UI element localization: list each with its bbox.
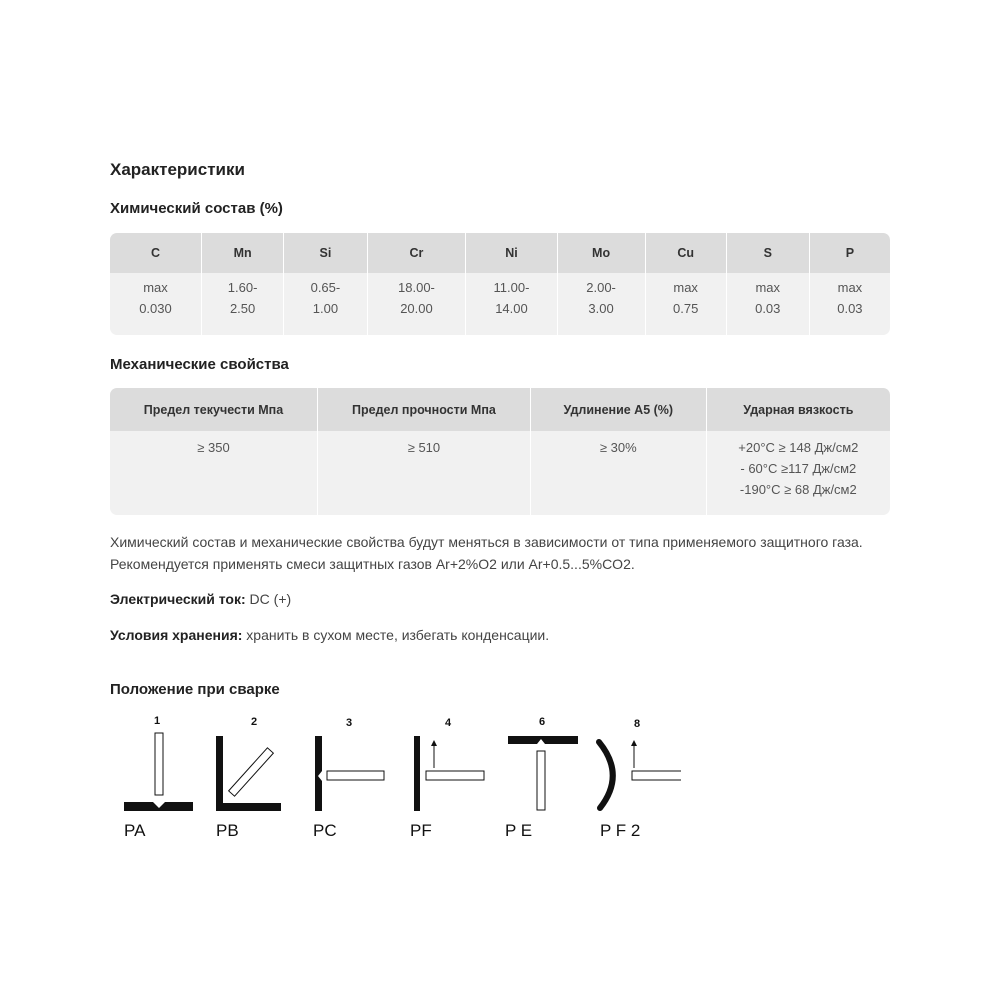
chem-value-line: 0.030 bbox=[139, 301, 172, 316]
chem-value-line: 0.65- bbox=[310, 280, 341, 295]
mech-header-cell: Предел текучести Мпа bbox=[110, 388, 318, 431]
page-title: Характеристики bbox=[110, 160, 245, 179]
position-label: PB bbox=[216, 821, 239, 840]
position-number: 3 bbox=[346, 717, 353, 729]
current-value: DC (+) bbox=[245, 591, 292, 607]
chem-header-p: P bbox=[810, 233, 890, 273]
plate-horizontal bbox=[632, 771, 681, 780]
chem-value-line: 20.00 bbox=[400, 301, 433, 316]
position-label: PC bbox=[313, 821, 337, 840]
position-number: 8 bbox=[634, 718, 641, 730]
chem-value-line: 2.00- bbox=[586, 280, 616, 295]
plate-curved bbox=[599, 742, 613, 808]
position-label: PA bbox=[124, 821, 146, 840]
position-number: 1 bbox=[154, 715, 161, 727]
position-pa bbox=[124, 715, 193, 840]
chem-value-line: 0.75 bbox=[673, 301, 699, 316]
chem-header-mn: Mn bbox=[202, 233, 284, 273]
chem-value-line: 18.00- bbox=[398, 280, 435, 295]
chem-value-line: max bbox=[837, 280, 863, 295]
arrow-head-icon bbox=[631, 740, 637, 746]
plate-top bbox=[508, 736, 578, 744]
chem-value-line: 1.60- bbox=[227, 280, 258, 295]
chem-value-line: 3.00 bbox=[588, 301, 614, 316]
chem-heading: Химический состав (%) bbox=[110, 200, 283, 217]
plate-horizontal bbox=[426, 771, 484, 780]
chem-header-ni: Ni bbox=[466, 233, 557, 273]
chem-value-line: max bbox=[143, 280, 168, 295]
chem-value-line: 14.00 bbox=[495, 301, 528, 316]
note-text: Химический состав и механические свойства будут меняться в зависимости от типа применяемого защитного газа. Рекомендуется применять смеси защитных газов Ar+2%O2 или Ar+0.5...5%CO2. bbox=[110, 534, 863, 572]
chem-header-mo: Mo bbox=[558, 233, 646, 273]
chem-header-c: C bbox=[110, 233, 202, 273]
arrow-head-icon bbox=[431, 740, 437, 746]
chem-header-si: Si bbox=[284, 233, 367, 273]
position-pc bbox=[313, 717, 384, 840]
position-number: 6 bbox=[539, 716, 546, 728]
position-label: P F 2 bbox=[600, 821, 641, 840]
plate-vertical bbox=[537, 751, 545, 810]
mech-value-line: ≥ 510 bbox=[407, 440, 441, 455]
plate-horizontal bbox=[327, 771, 384, 780]
chem-value-line: 11.00- bbox=[493, 280, 530, 295]
position-number: 4 bbox=[445, 717, 452, 729]
chem-value-line: 0.03 bbox=[755, 301, 781, 316]
chem-header-cr: Cr bbox=[368, 233, 467, 273]
mech-header-cell: Ударная вязкость bbox=[707, 388, 890, 431]
mech-value-line: ≥ 30% bbox=[599, 440, 637, 455]
current-label: Электрический ток: bbox=[110, 591, 246, 607]
plate-diagonal bbox=[229, 748, 274, 796]
mech-value-line: - 60°C ≥117 Дж/см2 bbox=[740, 461, 857, 476]
storage-label: Условия хранения: bbox=[110, 627, 243, 643]
chem-header-cu: Cu bbox=[646, 233, 727, 273]
position-pe bbox=[505, 716, 578, 840]
position-pf bbox=[410, 717, 484, 840]
chem-value-line: max bbox=[673, 280, 698, 295]
positions-heading: Положение при сварке bbox=[110, 681, 280, 698]
plate-vertical bbox=[315, 736, 322, 811]
mech-value-line: ≥ 350 bbox=[197, 440, 230, 455]
position-label: P E bbox=[505, 821, 533, 840]
chem-value-line: 0.03 bbox=[837, 301, 863, 316]
chem-value-line: max bbox=[755, 280, 781, 295]
plate-base bbox=[124, 802, 193, 811]
storage-value: хранить в сухом месте, избегать конденсации. bbox=[242, 627, 550, 643]
mech-header-cell: Предел прочности Мпа bbox=[318, 388, 531, 431]
mech-heading: Механические свойства bbox=[110, 356, 289, 373]
position-label: PF bbox=[410, 821, 432, 840]
chem-header-s: S bbox=[727, 233, 810, 273]
mech-value-line: -190°C ≥ 68 Дж/см2 bbox=[739, 482, 857, 497]
position-number: 2 bbox=[251, 716, 258, 728]
mech-header-cell: Удлинение А5 (%) bbox=[531, 388, 707, 431]
position-pb bbox=[216, 716, 281, 840]
mech-value-line: +20°C ≥ 148 Дж/см2 bbox=[738, 440, 859, 455]
plate-vertical bbox=[155, 733, 163, 795]
chem-value-line: 2.50 bbox=[229, 301, 256, 316]
chem-value-line: 1.00 bbox=[312, 301, 339, 316]
plate-vertical bbox=[414, 736, 420, 811]
position-pf2 bbox=[599, 718, 681, 840]
